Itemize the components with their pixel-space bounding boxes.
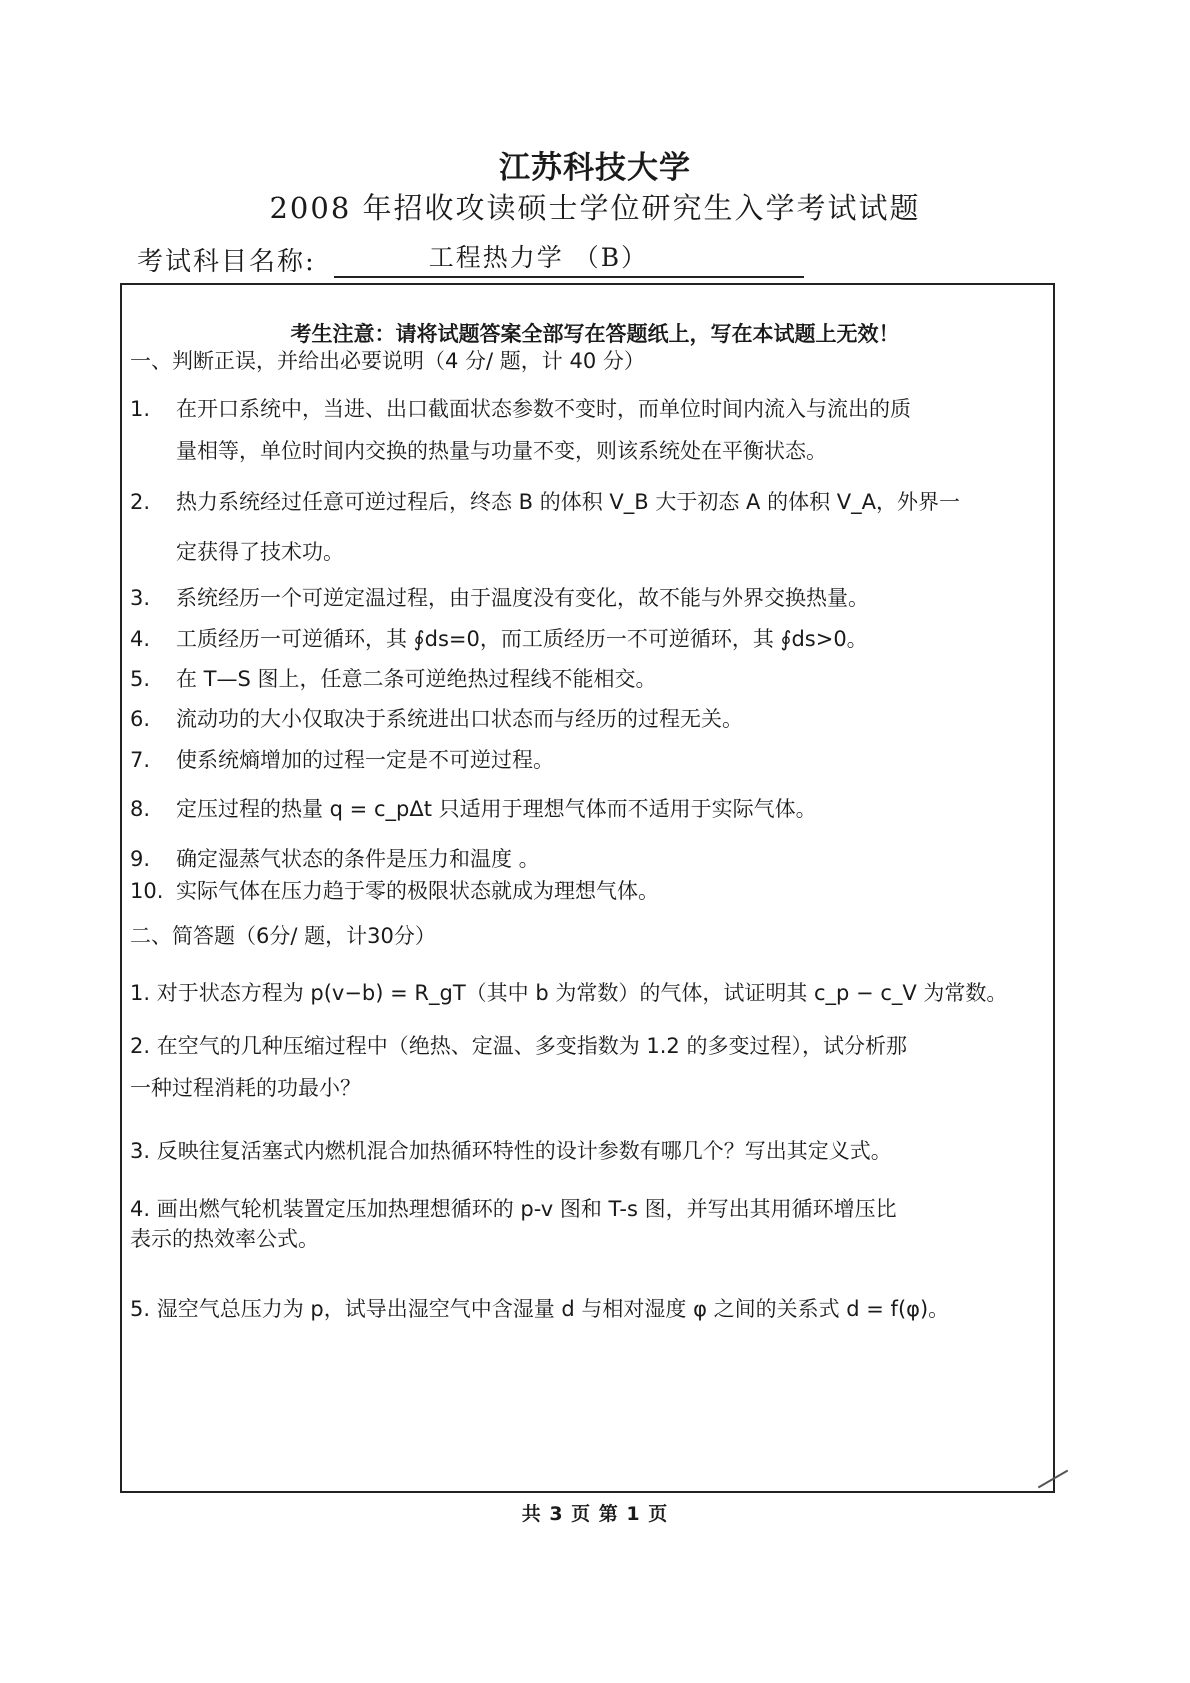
section1-title: 一、判断正误，并给出必要说明（4 分/ 题，计 40 分） (130, 349, 645, 373)
s2-q2-line2: 一种过程消耗的功最小？ (130, 1076, 361, 1100)
s1-q5 (130, 663, 657, 693)
subject-label: 考试科目名称: (137, 247, 316, 277)
subject-row (137, 238, 804, 278)
question-text: 流动功的大小仅取决于系统进出口状态而与经历的过程无关。 (176, 707, 743, 731)
s2-q2: 2. 在空气的几种压缩过程中（绝热、定温、多变指数为 1.2 的多变过程），试分析那 (130, 1034, 907, 1058)
s1-q10 (130, 875, 659, 905)
s1-q7 (130, 744, 554, 774)
question-number: 5. (130, 667, 151, 691)
question-number: 10. (130, 879, 164, 903)
s2-q3: 3. 反映往复活塞式内燃机混合加热循环特性的设计参数有哪几个？写出其定义式。 (130, 1139, 892, 1163)
s2-q5: 5. 湿空气总压力为 p，试导出湿空气中含湿量 d 与相对湿度 φ 之间的关系式 d = f(φ)。 (130, 1297, 950, 1321)
s2-q4: 4. 画出燃气轮机装置定压加热理想循环的 p-v 图和 T-s 图，并写出其用循环增压比 (130, 1197, 897, 1221)
s1-q9 (130, 843, 540, 873)
question-text: 在开口系统中，当进、出口截面状态参数不变时，而单位时间内流入与流出的质 (176, 397, 911, 421)
s1-q8 (130, 793, 817, 823)
question-number: 6. (130, 707, 151, 731)
question-text: 热力系统经过任意可逆过程后，终态 B 的体积 V_B 大于初态 A 的体积 V_A，外界一 (176, 490, 961, 514)
s1-q1-line2: 量相等，单位时间内交换的热量与功量不变，则该系统处在平衡状态。 (176, 439, 827, 463)
question-number: 2. (130, 490, 151, 514)
question-text: 在 T—S 图上，任意二条可逆绝热过程线不能相交。 (176, 667, 657, 691)
s1-q4 (130, 623, 868, 653)
s1-q6 (130, 703, 743, 733)
question-text: 系统经历一个可逆定温过程，由于温度没有变化，故不能与外界交换热量。 (176, 586, 869, 610)
question-number: 3. (130, 586, 151, 610)
page-footer: 共 3 页 第 1 页 (521, 1503, 669, 1525)
candidate-notice: 考生注意：请将试题答案全部写在答题纸上，写在本试题上无效！ (290, 322, 900, 346)
s1-q2-line2: 定获得了技术功。 (176, 540, 344, 564)
question-text: 实际气体在压力趋于零的极限状态就成为理想气体。 (176, 879, 659, 903)
question-number: 7. (130, 748, 151, 772)
exam-title: 2008 年招收攻读硕士学位研究生入学考试试题 (269, 191, 921, 225)
section2-title: 二、简答题（6分/ 题，计30分） (130, 924, 436, 948)
question-number: 1. (130, 397, 151, 421)
s1-q1 (130, 393, 911, 423)
question-text: 确定湿蒸气状态的条件是压力和温度 。 (176, 847, 540, 871)
s2-q4-line2: 表示的热效率公式。 (130, 1227, 319, 1251)
question-text: 工质经历一可逆循环，其 ∮ds=0，而工质经历一不可逆循环，其 ∮ds>0。 (176, 627, 868, 651)
question-text: 定压过程的热量 q = c_pΔt 只适用于理想气体而不适用于实际气体。 (176, 797, 817, 821)
s2-q1: 1. 对于状态方程为 p(v−b) = R_gT（其中 b 为常数）的气体，试证明其 c_p − c_V 为常数。 (130, 981, 1008, 1005)
question-text: 使系统熵增加的过程一定是不可逆过程。 (176, 748, 554, 772)
question-number: 8. (130, 797, 151, 821)
subject-value: 工程热力学 （B） (334, 238, 804, 278)
university-name: 江苏科技大学 (499, 150, 691, 186)
question-number: 9. (130, 847, 151, 871)
s1-q2 (130, 486, 960, 516)
question-number: 4. (130, 627, 151, 651)
s1-q3 (130, 582, 869, 612)
